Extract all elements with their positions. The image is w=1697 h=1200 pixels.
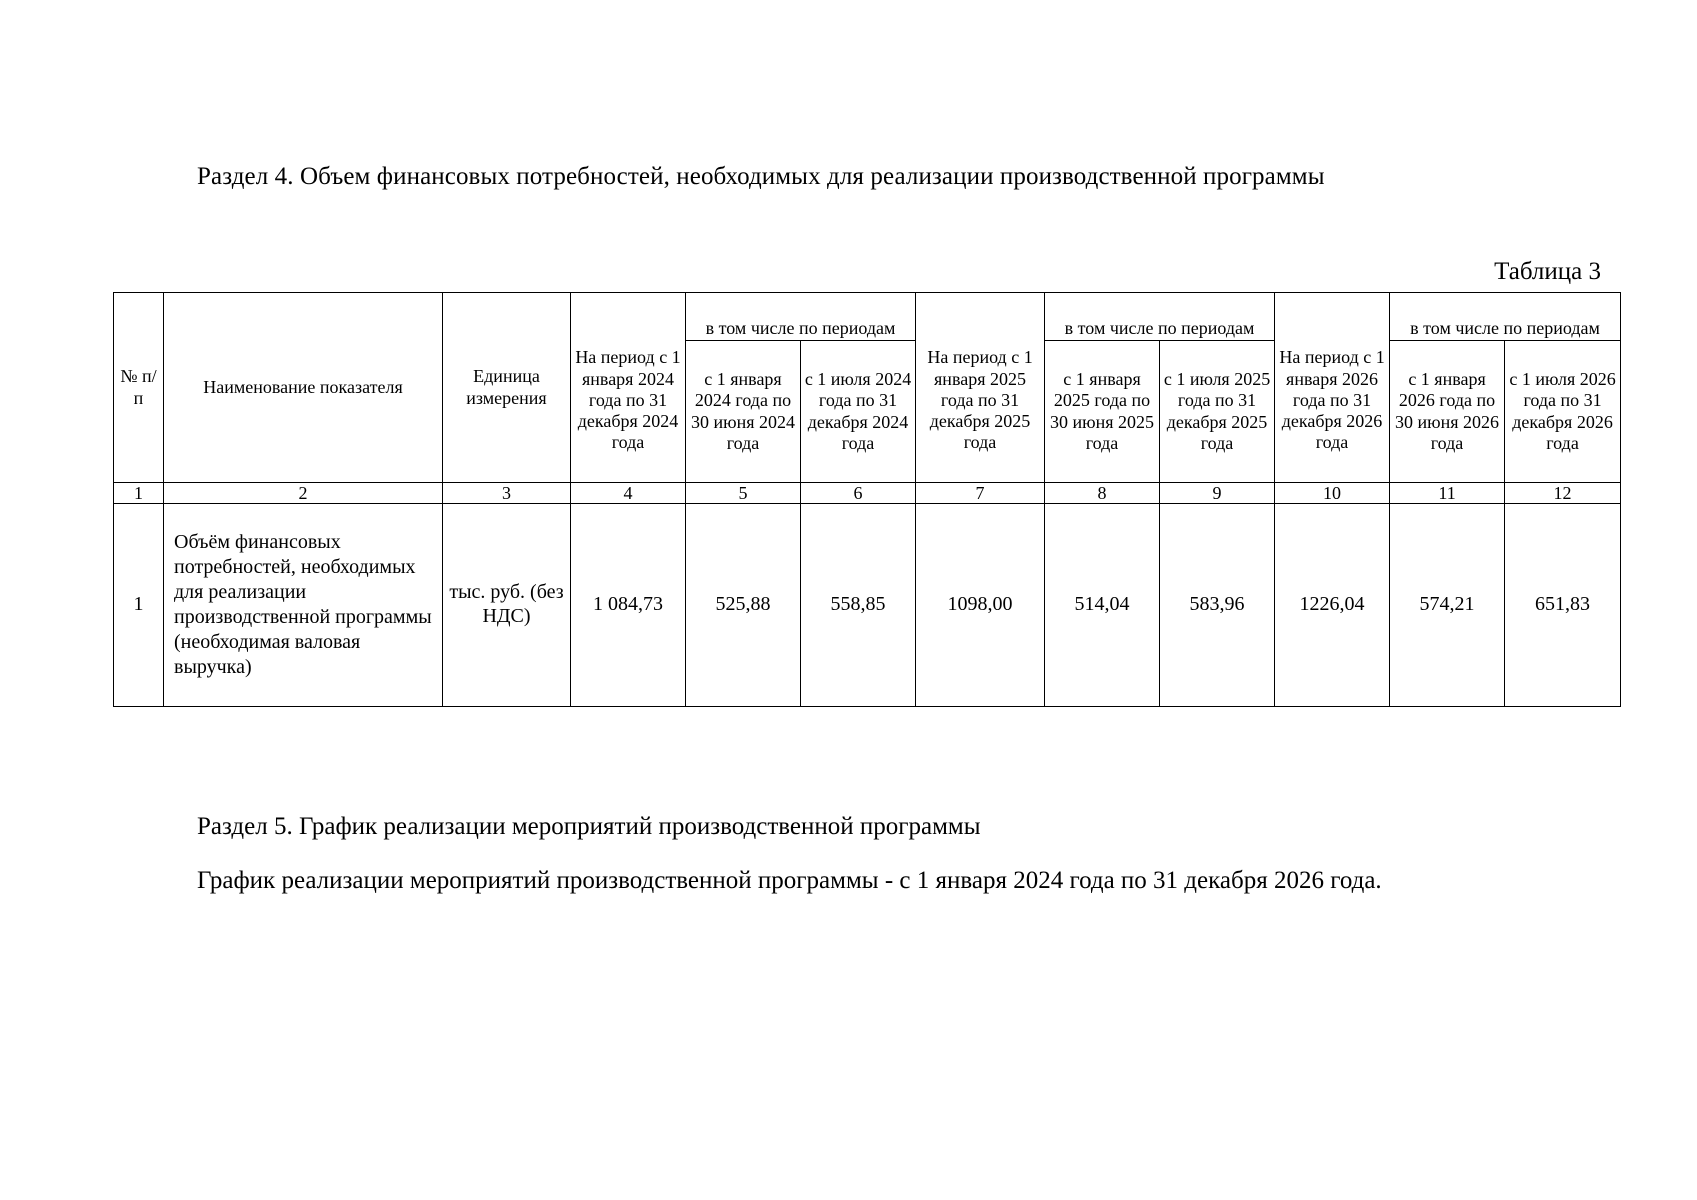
column-number: 5 bbox=[686, 483, 801, 504]
header-h1-2025: с 1 января 2025 года по 30 июня 2025 года bbox=[1045, 341, 1160, 483]
section-5-text: График реализации мероприятий производственной программы - с 1 января 2024 года по 31 декабря 2026 года. bbox=[197, 867, 1382, 894]
value-2026-h1: 574,21 bbox=[1390, 504, 1505, 707]
header-period-2024: На период с 1 января 2024 года по 31 декабря 2024 года bbox=[571, 293, 686, 483]
section-4-title: Раздел 4. Объем финансовых потребностей, необходимых для реализации производственной программы bbox=[197, 163, 1325, 190]
header-unit: Единица измерения bbox=[443, 293, 571, 483]
header-name: Наименование показателя bbox=[164, 293, 443, 483]
column-number: 8 bbox=[1045, 483, 1160, 504]
value-2025-h1: 514,04 bbox=[1045, 504, 1160, 707]
row-name: Объём финансовых потребностей, необходимых для реализации производственной программы (необходимая валовая выручка) bbox=[164, 504, 443, 707]
header-period-2026: На период с 1 января 2026 года по 31 декабря 2026 года bbox=[1275, 293, 1390, 483]
row-unit: тыс. руб. (без НДС) bbox=[443, 504, 571, 707]
value-2025-h2: 583,96 bbox=[1160, 504, 1275, 707]
column-number: 6 bbox=[801, 483, 916, 504]
column-number: 11 bbox=[1390, 483, 1505, 504]
header-incl-2024: в том числе по периодам bbox=[686, 293, 916, 341]
column-number: 10 bbox=[1275, 483, 1390, 504]
value-2024-h2: 558,85 bbox=[801, 504, 916, 707]
table-row bbox=[114, 504, 1621, 707]
section-5-title: Раздел 5. График реализации мероприятий производственной программы bbox=[197, 813, 981, 840]
header-incl-2026: в том числе по периодам bbox=[1390, 293, 1621, 341]
column-number-row bbox=[114, 483, 1621, 504]
column-number: 7 bbox=[916, 483, 1045, 504]
header-num: № п/п bbox=[114, 293, 164, 483]
financial-needs-table bbox=[113, 292, 1621, 707]
column-number: 1 bbox=[114, 483, 164, 504]
column-number: 4 bbox=[571, 483, 686, 504]
value-2026: 1226,04 bbox=[1275, 504, 1390, 707]
header-incl-2025: в том числе по периодам bbox=[1045, 293, 1275, 341]
value-2026-h2: 651,83 bbox=[1505, 504, 1621, 707]
header-h2-2025: с 1 июля 2025 года по 31 декабря 2025 года bbox=[1160, 341, 1275, 483]
column-number: 9 bbox=[1160, 483, 1275, 504]
header-h2-2024: с 1 июля 2024 года по 31 декабря 2024 года bbox=[801, 341, 916, 483]
column-number: 12 bbox=[1505, 483, 1621, 504]
table-caption: Таблица 3 bbox=[1494, 258, 1601, 285]
value-2024-h1: 525,88 bbox=[686, 504, 801, 707]
value-2025: 1098,00 bbox=[916, 504, 1045, 707]
row-num: 1 bbox=[114, 504, 164, 707]
header-h2-2026: с 1 июля 2026 года по 31 декабря 2026 года bbox=[1505, 341, 1621, 483]
value-2024: 1 084,73 bbox=[571, 504, 686, 707]
header-h1-2026: с 1 января 2026 года по 30 июня 2026 года bbox=[1390, 341, 1505, 483]
table-header-row bbox=[114, 293, 1621, 341]
header-h1-2024: с 1 января 2024 года по 30 июня 2024 года bbox=[686, 341, 801, 483]
column-number: 3 bbox=[443, 483, 571, 504]
header-period-2025: На период с 1 января 2025 года по 31 декабря 2025 года bbox=[916, 293, 1045, 483]
column-number: 2 bbox=[164, 483, 443, 504]
